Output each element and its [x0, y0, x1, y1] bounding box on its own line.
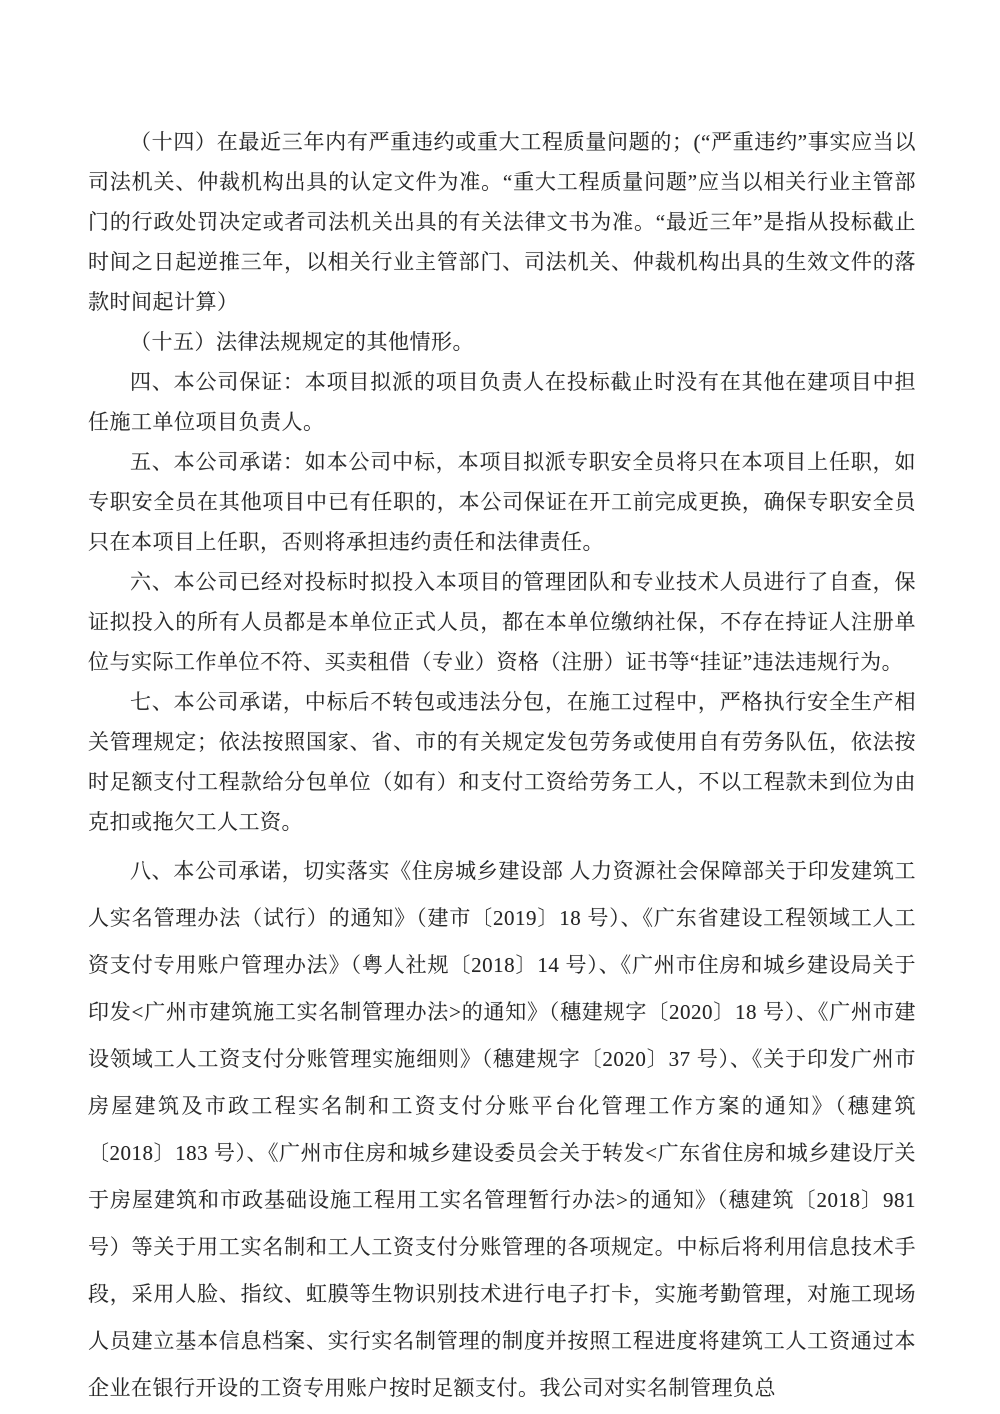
paragraph-item-14: （十四）在最近三年内有严重违约或重大工程质量问题的；(“严重违约”事实应当以司法机关、仲裁机构出具的认定文件为准。“重大工程质量问题”应当以相关行业主管部门的行政处罚决定或者司法机关出具的有关法律文书为准。“最近三年”是指从投标截止时间之日起逆推三年，以相关行业主管部门、司法机关、仲裁机构出具的生效文件的落款时间起计算） [88, 130, 916, 314]
paragraph-item-15: （十五）法律法规规定的其他情形。 [130, 330, 474, 354]
paragraph-clause-7: 七、本公司承诺，中标后不转包或违法分包，在施工过程中，严格执行安全生产相关管理规定；依法按照国家、省、市的有关规定发包劳务或使用自有劳务队伍，依法按时足额支付工程款给分包单位（如有）和支付工资给劳务工人，不以工程款未到位为由克扣或拖欠工人工资。 [88, 690, 916, 834]
paragraph-clause-6: 六、本公司已经对投标时拟投入本项目的管理团队和专业技术人员进行了自查，保证拟投入的所有人员都是本单位正式人员，都在本单位缴纳社保，不存在持证人注册单位与实际工作单位不符、买卖租借（专业）资格（注册）证书等“挂证”违法违规行为。 [88, 570, 916, 674]
paragraph-clause-5: 五、本公司承诺：如本公司中标，本项目拟派专职安全员将只在本项目上任职，如专职安全员在其他项目中已有任职的，本公司保证在开工前完成更换，确保专职安全员只在本项目上任职，否则将承担违约责任和法律责任。 [88, 450, 916, 554]
paragraph-clause-4: 四、本公司保证：本项目拟派的项目负责人在投标截止时没有在其他在建项目中担任施工单位项目负责人。 [88, 370, 916, 434]
paragraph-clause-8: 八、本公司承诺，切实落实《住房城乡建设部 人力资源社会保障部关于印发建筑工人实名管理办法（试行）的通知》（建市〔2019〕18 号）、《广东省建设工程领域工人工资支付专用账户管理办法》（粤人社规〔2018〕14 号）、《广州市住房和城乡建设局关于印发<广州市建筑施工实名制管理办法>的通知》（穗建规字〔2020〕18 号）、《广州市建设领域工人工资支付分账管理实施细则》（穗建规字〔2020〕37 号）、《关于印发广州市房屋建筑及市政工程实名制和工资支付分账平台化管理工作方案的通知》（穗建筑〔2018〕183 号）、《广州市住房和城乡建设委员会关于转发<广东省住房和城乡建设厅关于房屋建筑和市政基础设施工程用工实名管理暂行办法>的通知》（穗建筑〔2018〕981 号）等关于用工实名制和工人工资支付分账管理的各项规定。中标后将利用信息技术手段，采用人脸、指纹、虹膜等生物识别技术进行电子打卡，实施考勤管理，对施工现场人员建立基本信息档案、实行实名制管理的制度并按照工程进度将建筑工人工资通过本企业在银行开设的工资专用账户按时足额支付。我公司对实名制管理负总 [88, 859, 916, 1400]
